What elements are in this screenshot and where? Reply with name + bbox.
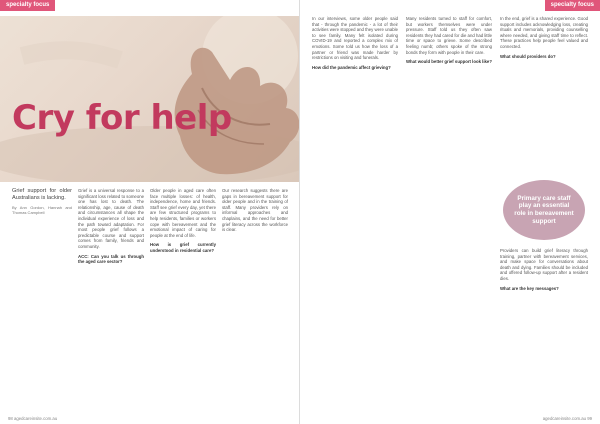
- page-title: Cry for help: [12, 98, 232, 138]
- article-paragraph: Our research suggests there are gaps in bereavement support for older people and in the training of staff. Many providers rely on informal approaches and chaplains, and the need for better grief literacy across the workforce is clear.: [222, 188, 288, 233]
- article-column: [406, 16, 492, 410]
- pull-quote: Primary care staff play an essential role in bereavement support: [503, 180, 585, 240]
- article-paragraph: Providers can build grief literacy through training, partner with bereavement services, and make space for conversations about death and dying. Families should be included and offered follow-up support after a resident dies.: [500, 248, 588, 281]
- section-tag: specialty focus: [545, 0, 600, 11]
- article-column: [222, 188, 288, 410]
- page-footer: 98 agedcareinsite.com.au: [8, 416, 58, 421]
- section-tag: specialty focus: [0, 0, 55, 11]
- article-column: [150, 188, 216, 410]
- article-column: [78, 188, 144, 410]
- intro: [12, 188, 72, 220]
- byline: By Ann Gordon, Hannah and Thomas Campbell: [12, 204, 72, 216]
- page-footer: agedcareinsite.com.au 99: [542, 416, 592, 421]
- article-paragraph: In our interviews, some older people said that - through the pandemic - a lot of their activities were stopped and they were unable to see family. Many felt isolated during COVID-19 and reported a complex mix of emotions. Some told us how the loss of a partner or friend was made harder by restrictions on visiting and funerals.: [312, 16, 398, 61]
- hero-image: [0, 16, 300, 182]
- article-paragraph: Grief is a universal response to a significant loss related to someone one has lost to death. The relationship, age, cause of death and circumstances all shape the individual experience of loss and the path toward adaptation. For most people grief follows a predictable course and support comes from family, friends and community.: [78, 188, 144, 249]
- article-column: [500, 248, 588, 410]
- article-question: How is grief currently understood in residential care?: [150, 242, 216, 253]
- article-question: What should providers do?: [500, 53, 556, 59]
- article-column: [312, 16, 398, 410]
- right-page: [300, 0, 600, 424]
- article-paragraph: In the end, grief is a shared experience. Good support includes acknowledging loss, creating rituals and memorials, providing counselling where needed, and giving staff time to reflect. These practices help people feel valued and connected.: [500, 16, 588, 49]
- intro-lead: Grief support for older Australians is lacking.: [12, 188, 72, 201]
- article-question: What would better grief support look like?: [406, 59, 492, 65]
- article-column: [500, 16, 588, 174]
- article-question: ACC: Can you talk us through the aged care sector?: [78, 253, 144, 265]
- article-question: How did the pandemic affect grieving?: [312, 64, 391, 70]
- article-question: What are the key messages?: [500, 285, 559, 291]
- article-paragraph: Older people in aged care often face multiple losses: of health, independence, home and friends. Staff see grief every day, yet there are few structured programs to help residents, families or workers cope with bereavement and the emotional impact of caring for people at the end of life.: [150, 188, 216, 238]
- article-paragraph: Many residents turned to staff for comfort, but workers themselves were under pressure. Staff told us they often saw residents they had cared for die and had little time or space to grieve. Some described feeling numb; others spoke of the strong bonds they form with people in their care.: [406, 16, 492, 55]
